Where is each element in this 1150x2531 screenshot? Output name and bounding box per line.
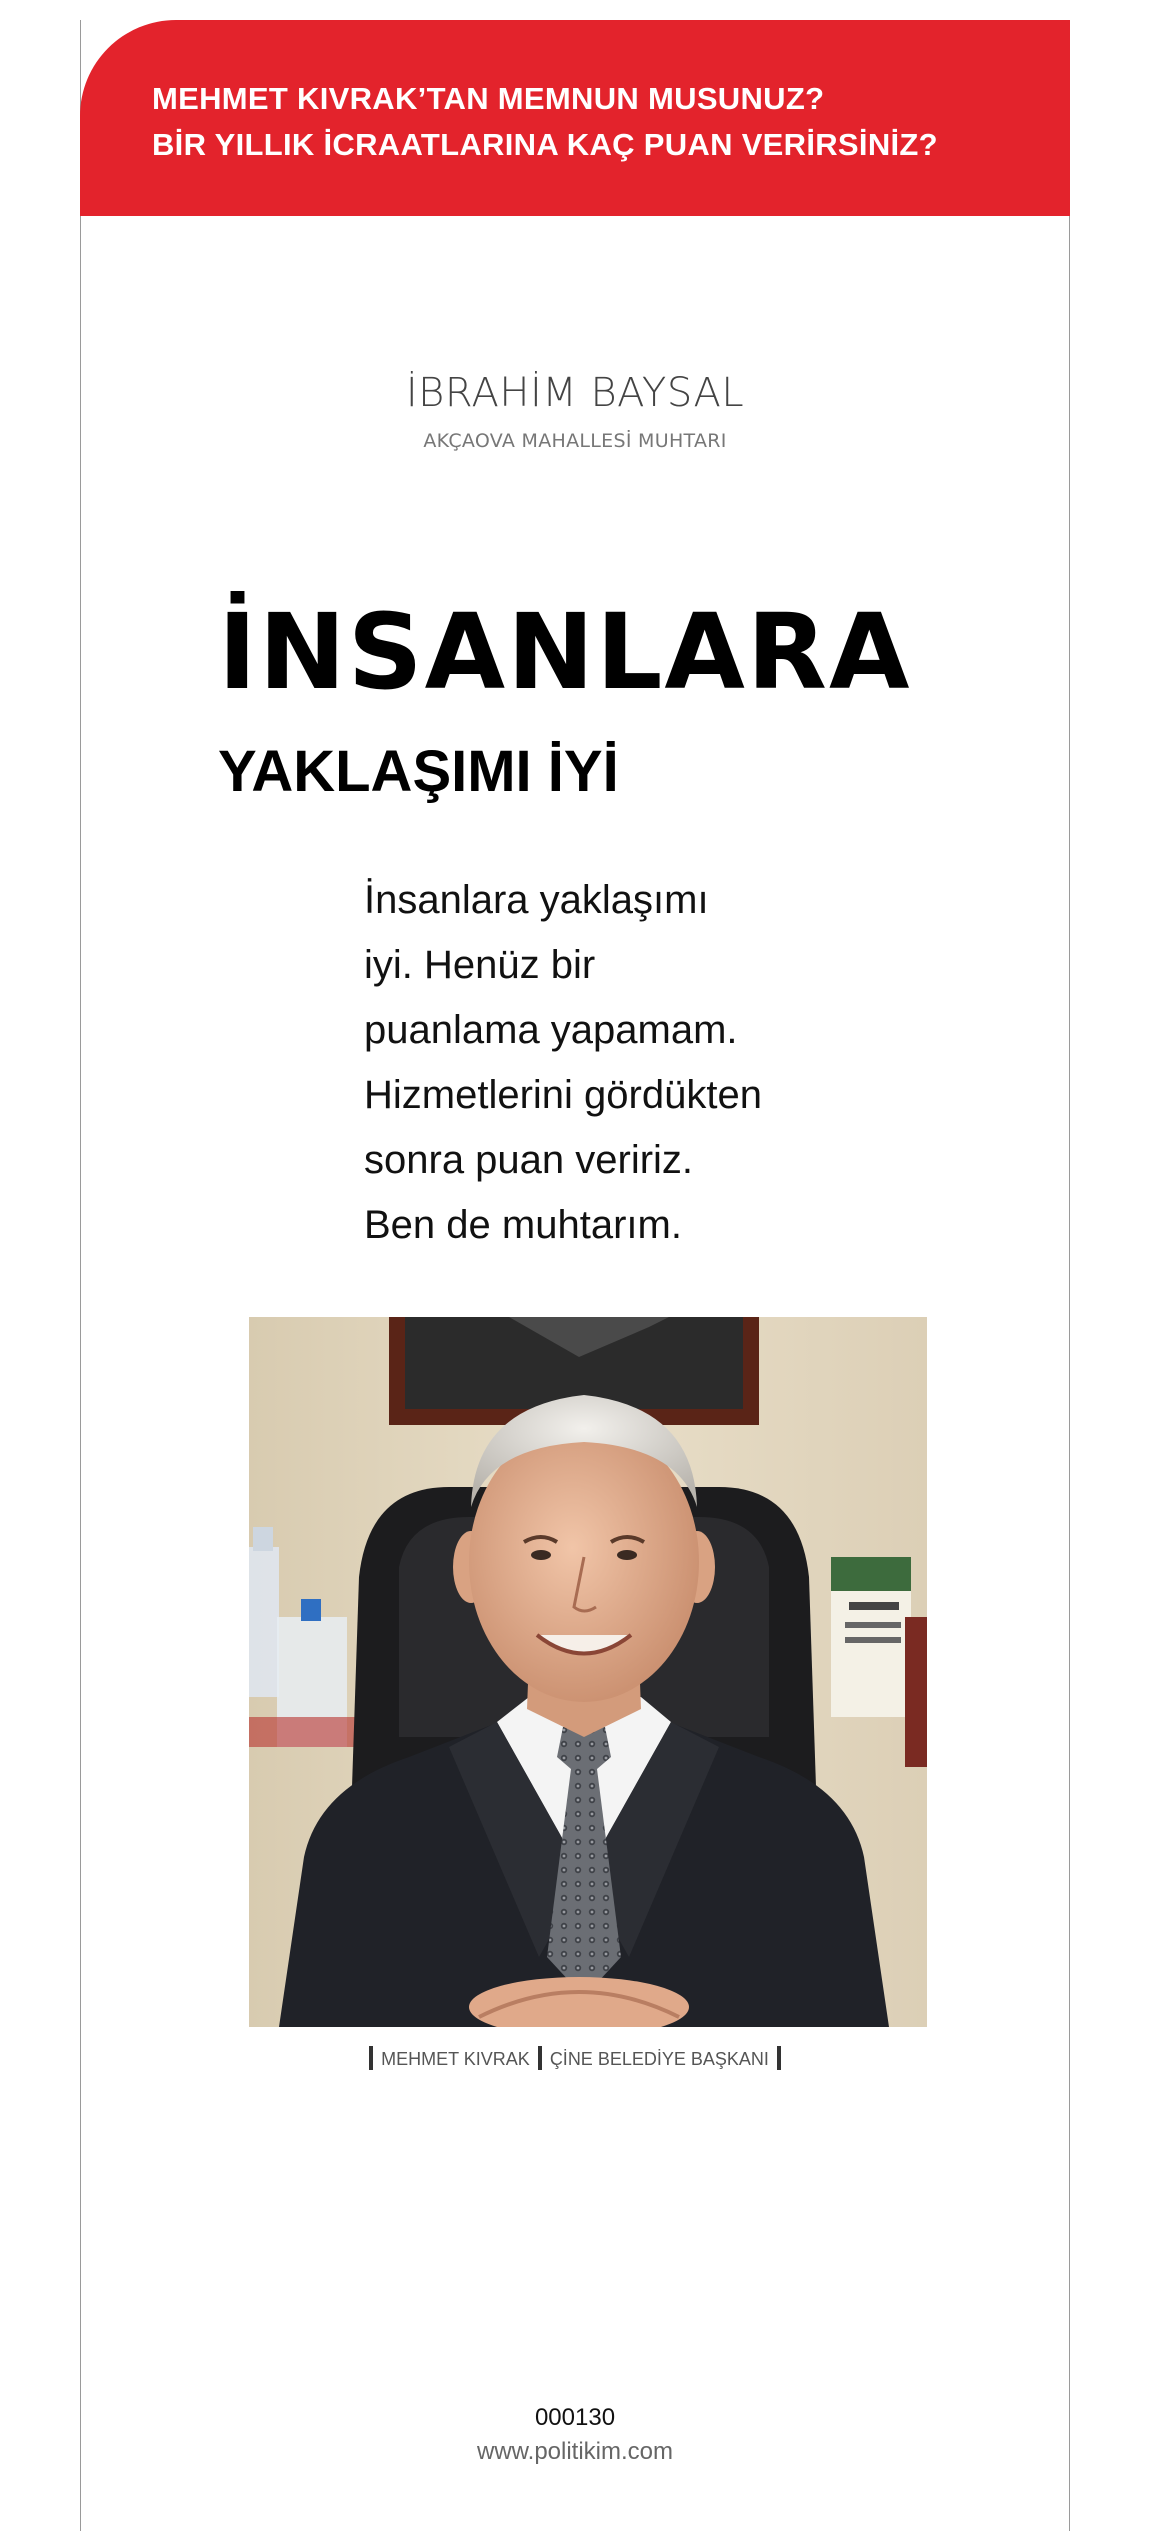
banner-question-line-1: MEHMET KIVRAK’TAN MEMNUN MUSUNUZ? (152, 81, 825, 116)
headline-main: İNSANLARA (218, 591, 912, 713)
header-banner (80, 20, 1070, 216)
quote-text (364, 868, 834, 1258)
page-number: 000130 (534, 2404, 616, 2431)
headline-sub: YAKLAŞIMI İYİ (218, 739, 619, 804)
quote-line: Hizmetlerini gördükten (364, 1073, 762, 1117)
mayor-photo (249, 1317, 927, 2027)
banner-question-line-2: BİR YILLIK İCRAATLARINA KAÇ PUAN VERİRSİNİZ? (152, 127, 938, 162)
caption-name: MEHMET KIVRAK (381, 2049, 530, 2069)
caption-separator (538, 2046, 542, 2070)
caption-separator (777, 2046, 781, 2070)
quote-line: İnsanlara yaklaşımı (364, 878, 709, 922)
respondent-name: İBRAHİM BAYSAL (405, 370, 745, 416)
respondent-title: AKÇAOVA MAHALLESİ MUHTARI (423, 430, 727, 452)
quote-line: Ben de muhtarım. (364, 1203, 682, 1247)
website-link[interactable]: www.politikim.com (476, 2438, 674, 2465)
quote-line: sonra puan veririz. (364, 1138, 694, 1182)
photo-caption (0, 2046, 1150, 2070)
caption-role: ÇİNE BELEDİYE BAŞKANI (549, 2049, 769, 2069)
quote-line: iyi. Henüz bir (364, 943, 596, 987)
quote-line: puanlama yapamam. (364, 1008, 738, 1052)
caption-separator (369, 2046, 373, 2070)
mayor-portrait-illustration (249, 1317, 927, 2027)
